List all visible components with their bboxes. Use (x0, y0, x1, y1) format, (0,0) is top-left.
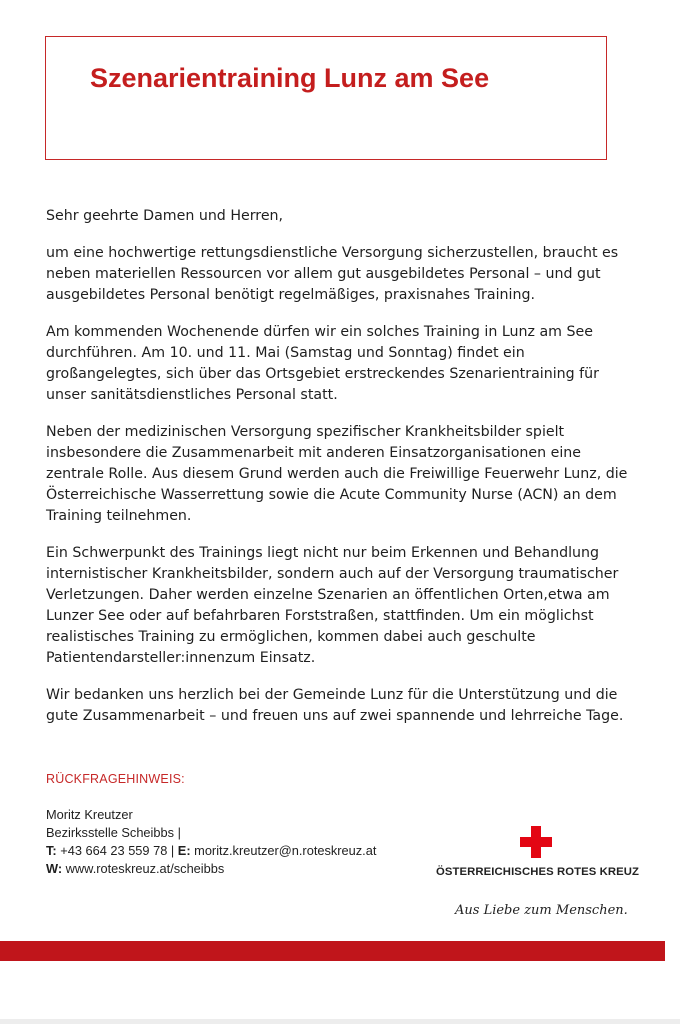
letter-paragraph: Ein Schwerpunkt des Trainings liegt nicht nur beim Erkennen und Behandlung internistischer Krankheitsbilder, sondern auch auf der Versorgung traumatischer Verletzungen. Daher werden einzelne Szenarien an öffentlichen Orten,etwa am Lunzer See oder auf befahrbaren Forststraßen, stattfinden. Um ein möglichst realistisches Training zu ermöglichen, kommen dabei auch geschulte Patientendarsteller:innenzum Einsatz. (46, 545, 619, 666)
separator: | (170, 843, 175, 858)
red-cross-logo (436, 826, 640, 886)
web-link[interactable]: www.roteskreuz.at/scheibbs (65, 861, 225, 876)
org-name: ÖSTERREICHISCHES ROTES KREUZ (436, 866, 640, 878)
contact-line (46, 842, 376, 860)
letter-paragraph: Neben der medizinischen Versorgung spezifischer Krankheitsbilder spielt insbesondere die Zusammenarbeit mit anderen Einsatzorganisationen eine zentrale Rolle. Aus diesem Grund werden auch die Freiwillige Feuerwehr Lunz, die Österreichische Wasserrettung sowie die Acute Community Nurse (ACN) an dem Training teilnehmen. (46, 424, 628, 524)
email-link[interactable]: moritz.kreutzer@n.roteskreuz.at (194, 843, 377, 858)
web-label: W: (46, 861, 63, 876)
email-label: E: (177, 843, 191, 858)
page-edge (0, 1019, 680, 1024)
web-line (46, 860, 376, 878)
letter-paragraph: Wir bedanken uns herzlich bei der Gemeinde Lunz für die Unterstützung und die gute Zusammenarbeit – und freuen uns auf zwei spannende und lehrreiche Tage. (46, 687, 624, 724)
footer-band (0, 941, 665, 961)
phone-label: T: (46, 843, 57, 858)
phone-number[interactable]: +43 664 23 559 78 (60, 843, 168, 858)
letter-paragraph: Am kommenden Wochenende dürfen wir ein solches Training in Lunz am See durchführen. Am 10. und 11. Mai (Samstag und Sonntag) findet ein großangelegtes, sich über das Ortsgebiet erstreckendes Szenarientraining für unser sanitätsdienstliches Personal statt. (46, 324, 599, 403)
slogan: Aus Liebe zum Menschen. (455, 903, 628, 918)
letter-body (46, 206, 636, 743)
inquiry-label: RÜCKFRAGEHINWEIS: (46, 772, 185, 786)
contact-office: Bezirksstelle Scheibbs | (46, 825, 181, 840)
page-title: Szenarientraining Lunz am See (90, 63, 490, 93)
contact-name: Moritz Kreutzer (46, 807, 133, 822)
title-box (45, 36, 607, 160)
contact-block (46, 770, 376, 878)
letter-paragraph: um eine hochwertige rettungsdienstliche Versorgung sicherzustellen, braucht es neben materiellen Ressourcen vor allem gut ausgebildetes Personal – und gut ausgebildetes Personal benötigt regelmäßiges, praxisnahes Training. (46, 245, 619, 303)
red-cross-icon (520, 826, 552, 858)
salutation: Sehr geehrte Damen und Herren, (46, 208, 284, 224)
